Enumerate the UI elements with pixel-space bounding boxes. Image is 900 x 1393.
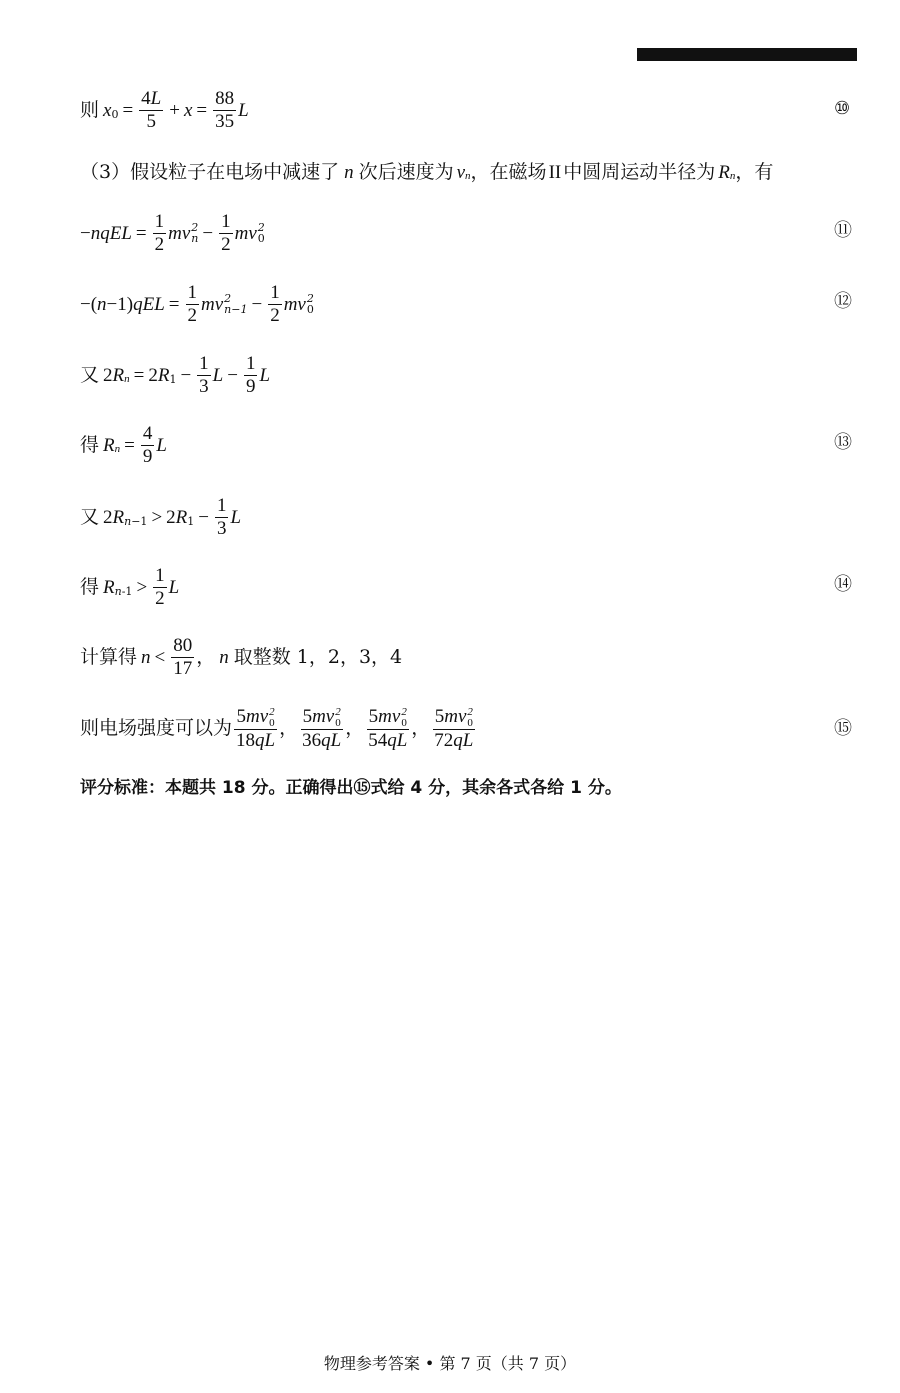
equation-11: − nqEL = $\frac{1}{2}$ mv 2 n − $\frac{1}{2}$ mv 2 0 xyxy=(80,211,265,255)
equation-number: ⑬ xyxy=(834,432,852,453)
equation-number: ⑭ xyxy=(834,574,852,595)
equation-13: 得 R $_n$ = $\frac{4}{9}$ L xyxy=(80,423,167,467)
header-bar xyxy=(637,48,857,61)
page-footer: 物理参考答案 • 第 7 页（共 7 页） xyxy=(323,1354,577,1373)
equation-number: ⑩ xyxy=(834,98,851,119)
equation-15: 则电场强度可以为 5mv 2 0 18qL ， 5mv 2 0 36qL ， 5mv 2 0 54qL ， 5mv 2 0 72qL xyxy=(80,705,474,751)
equation-n-range: 计算得 n < $\frac{80}{17}$ ， n 取整数 1，2，3，4 xyxy=(80,635,403,679)
equation-inequality: 又 2 R $_{n -1}$ > 2 R $_1$ − $\frac{1}{3}$ L xyxy=(80,495,242,539)
scoring-standard: 评分标准：本题共 18 分。正确得出⑮式给 4 分，其余各式各给 1 分。 xyxy=(80,778,622,798)
equation-14: 得 R $_{n -1}$ > $\frac{1}{2}$ L xyxy=(80,565,180,609)
equation-number: ⑪ xyxy=(834,220,852,241)
equation-10: 则 x $_0$ = $\frac{4L}{5}$ + x = $\frac{88}{35}$ L xyxy=(80,88,249,132)
equation-12: −( n −1) qEL = $\frac{1}{2}$ mv 2 n−1 − $\frac{1}{2}$ mv 2 0 xyxy=(80,282,314,326)
equation-number: ⑫ xyxy=(834,291,852,312)
equation-number: ⑮ xyxy=(834,718,852,739)
text-line-part3: （3）假设粒子在电场中减速了 n 次后速度为 v $_n$ ，在磁场 II 中圆周运动半径为 R $_n$ ，有 xyxy=(80,161,774,183)
equation-radius-relation: 又 2 R $_n$ = 2 R $_1$ − $\frac{1}{3}$ L − $\frac{1}{9}$ L xyxy=(80,353,271,397)
line-prefix: 则 xyxy=(80,98,100,121)
